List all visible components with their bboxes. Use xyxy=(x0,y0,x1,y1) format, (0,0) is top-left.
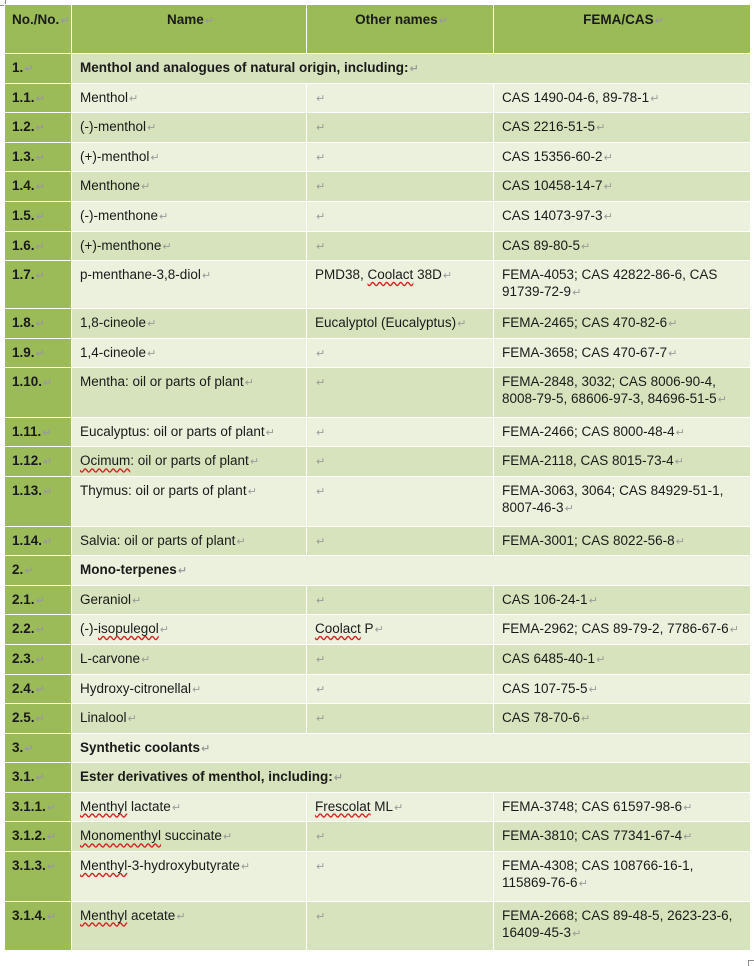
compound-name: (-)-isopulegol↵ xyxy=(72,615,307,645)
section-row xyxy=(5,54,751,84)
compound-name: Mentha: oil or parts of plant↵ xyxy=(72,368,307,418)
compound-name: Menthyl acetate↵ xyxy=(72,901,307,951)
table-row xyxy=(5,674,751,704)
row-number: 2.1.↵ xyxy=(5,585,72,615)
other-names-cell: ↵ xyxy=(307,201,494,231)
compound-name: (+)-menthol↵ xyxy=(72,142,307,172)
other-names-cell: ↵ xyxy=(307,901,494,951)
compound-name: (+)-menthone↵ xyxy=(72,231,307,261)
fema-cas-cell: CAS 107-75-5↵ xyxy=(494,674,751,704)
row-number: 1.11.↵ xyxy=(5,417,72,447)
other-names-cell: ↵ xyxy=(307,585,494,615)
row-number: 1.10.↵ xyxy=(5,368,72,418)
compound-name: (-)-menthol↵ xyxy=(72,113,307,143)
table-row xyxy=(5,901,751,951)
fema-cas-cell: FEMA-4053; CAS 42822-86-6, CAS 91739-72-9↵ xyxy=(494,261,751,309)
fema-cas-cell: CAS 1490-04-6, 89-78-1↵ xyxy=(494,83,751,113)
other-names-cell: ↵ xyxy=(307,368,494,418)
row-number: 1.12.↵ xyxy=(5,447,72,477)
fema-cas-cell: FEMA-2466; CAS 8000-48-4↵ xyxy=(494,417,751,447)
fema-cas-cell: CAS 78-70-6↵ xyxy=(494,704,751,734)
other-names-cell: ↵ xyxy=(307,417,494,447)
compound-name: Eucalyptus: oil or parts of plant↵ xyxy=(72,417,307,447)
fema-cas-cell: FEMA-2668; CAS 89-48-5, 2623-23-6, 16409-45-3↵ xyxy=(494,901,751,951)
table-row xyxy=(5,852,751,902)
other-names-cell: ↵ xyxy=(307,447,494,477)
row-number: 2.2.↵ xyxy=(5,615,72,645)
table-header xyxy=(5,5,751,54)
row-number: 3.1.↵ xyxy=(5,763,72,793)
table-row xyxy=(5,309,751,339)
other-names-cell: PMD38, Coolact 38D↵ xyxy=(307,261,494,309)
fema-cas-cell: FEMA-2465; CAS 470-82-6↵ xyxy=(494,309,751,339)
compound-name: L-carvone↵ xyxy=(72,644,307,674)
fema-cas-cell: FEMA-4308; CAS 108766-16-1, 115869-76-6↵ xyxy=(494,852,751,902)
row-number: 1.14.↵ xyxy=(5,526,72,556)
section-title: Menthol and analogues of natural origin, including:↵ xyxy=(72,54,751,84)
table-row xyxy=(5,338,751,368)
table-row xyxy=(5,261,751,309)
table-row xyxy=(5,83,751,113)
table-row xyxy=(5,704,751,734)
table-row xyxy=(5,113,751,143)
compound-name: Geraniol↵ xyxy=(72,585,307,615)
table-body xyxy=(5,54,751,951)
compound-name: Menthyl lactate↵ xyxy=(72,792,307,822)
other-names-cell: ↵ xyxy=(307,142,494,172)
header-fema-cas: FEMA/CAS↵ xyxy=(494,5,751,54)
row-number: 1.13.↵ xyxy=(5,477,72,527)
section-title: Mono-terpenes↵ xyxy=(72,556,751,586)
other-names-cell: ↵ xyxy=(307,83,494,113)
table-row xyxy=(5,526,751,556)
table-row xyxy=(5,142,751,172)
table-row xyxy=(5,231,751,261)
row-number: 1.↵ xyxy=(5,54,72,84)
fema-cas-cell: FEMA-3063, 3064; CAS 84929-51-1, 8007-46-3↵ xyxy=(494,477,751,527)
row-number: 1.7.↵ xyxy=(5,261,72,309)
fema-cas-cell: CAS 2216-51-5↵ xyxy=(494,113,751,143)
row-number: 3.↵ xyxy=(5,733,72,763)
fema-cas-cell: CAS 6485-40-1↵ xyxy=(494,644,751,674)
header-no: No./No.↵ xyxy=(5,5,72,54)
table-row xyxy=(5,615,751,645)
header-other-names: Other names↵ xyxy=(307,5,494,54)
other-names-cell: ↵ xyxy=(307,644,494,674)
compound-name: Menthone↵ xyxy=(72,172,307,202)
compound-name: p-menthane-3,8-diol↵ xyxy=(72,261,307,309)
other-names-cell: Coolact P↵ xyxy=(307,615,494,645)
section-row xyxy=(5,763,751,793)
section-title: Ester derivatives of menthol, including:↵ xyxy=(72,763,751,793)
table-row xyxy=(5,585,751,615)
other-names-cell: Eucalyptol (Eucalyptus)↵ xyxy=(307,309,494,339)
fema-cas-cell: FEMA-3001; CAS 8022-56-8↵ xyxy=(494,526,751,556)
compound-name: 1,4-cineole↵ xyxy=(72,338,307,368)
table-row xyxy=(5,417,751,447)
other-names-cell: ↵ xyxy=(307,338,494,368)
other-names-cell: ↵ xyxy=(307,113,494,143)
table-row xyxy=(5,792,751,822)
section-title: Synthetic coolants↵ xyxy=(72,733,751,763)
row-number: 2.5.↵ xyxy=(5,704,72,734)
row-number: 1.9.↵ xyxy=(5,338,72,368)
section-row xyxy=(5,556,751,586)
other-names-cell: ↵ xyxy=(307,852,494,902)
fema-cas-cell: FEMA-3658; CAS 470-67-7↵ xyxy=(494,338,751,368)
row-number: 2.↵ xyxy=(5,556,72,586)
fema-cas-cell: FEMA-2118, CAS 8015-73-4↵ xyxy=(494,447,751,477)
row-number: 3.1.3.↵ xyxy=(5,852,72,902)
fema-cas-cell: FEMA-3748; CAS 61597-98-6↵ xyxy=(494,792,751,822)
compound-name: Menthyl-3-hydroxybutyrate↵ xyxy=(72,852,307,902)
fema-cas-cell: FEMA-3810; CAS 77341-67-4↵ xyxy=(494,822,751,852)
compound-name: (-)-menthone↵ xyxy=(72,201,307,231)
compound-name: Thymus: oil or parts of plant↵ xyxy=(72,477,307,527)
compound-name: Ocimum: oil or parts of plant↵ xyxy=(72,447,307,477)
page-corner-mark xyxy=(748,960,754,966)
fema-cas-cell: CAS 15356-60-2↵ xyxy=(494,142,751,172)
other-names-cell: ↵ xyxy=(307,526,494,556)
fema-cas-cell: FEMA-2962; CAS 89-79-2, 7786-67-6↵ xyxy=(494,615,751,645)
row-number: 1.4.↵ xyxy=(5,172,72,202)
compound-name: Menthol↵ xyxy=(72,83,307,113)
row-number: 1.5.↵ xyxy=(5,201,72,231)
other-names-cell: ↵ xyxy=(307,704,494,734)
fema-cas-cell: FEMA-2848, 3032; CAS 8006-90-4, 8008-79-5, 68606-97-3, 84696-51-5↵ xyxy=(494,368,751,418)
row-number: 2.4.↵ xyxy=(5,674,72,704)
fema-cas-cell: CAS 89-80-5↵ xyxy=(494,231,751,261)
other-names-cell: ↵ xyxy=(307,674,494,704)
fema-cas-cell: CAS 14073-97-3↵ xyxy=(494,201,751,231)
compound-name: Monomenthyl succinate↵ xyxy=(72,822,307,852)
compound-name: Salvia: oil or parts of plant↵ xyxy=(72,526,307,556)
row-number: 3.1.2.↵ xyxy=(5,822,72,852)
compound-name: Hydroxy-citronellal↵ xyxy=(72,674,307,704)
row-number: 3.1.4.↵ xyxy=(5,901,72,951)
row-number: 3.1.1.↵ xyxy=(5,792,72,822)
compound-name: 1,8-cineole↵ xyxy=(72,309,307,339)
table-row xyxy=(5,477,751,527)
row-number: 1.1.↵ xyxy=(5,83,72,113)
row-number: 1.6.↵ xyxy=(5,231,72,261)
fema-cas-cell: CAS 106-24-1↵ xyxy=(494,585,751,615)
header-name: Name↵ xyxy=(72,5,307,54)
compound-name: Linalool↵ xyxy=(72,704,307,734)
table-row xyxy=(5,644,751,674)
table-row xyxy=(5,368,751,418)
table-row xyxy=(5,447,751,477)
coolants-table xyxy=(4,4,751,951)
row-number: 1.3.↵ xyxy=(5,142,72,172)
fema-cas-cell: CAS 10458-14-7↵ xyxy=(494,172,751,202)
section-row xyxy=(5,733,751,763)
row-number: 1.8.↵ xyxy=(5,309,72,339)
table-row xyxy=(5,172,751,202)
other-names-cell: ↵ xyxy=(307,477,494,527)
row-number: 1.2.↵ xyxy=(5,113,72,143)
other-names-cell: ↵ xyxy=(307,822,494,852)
row-number: 2.3.↵ xyxy=(5,644,72,674)
other-names-cell: Frescolat ML↵ xyxy=(307,792,494,822)
table-row xyxy=(5,822,751,852)
other-names-cell: ↵ xyxy=(307,172,494,202)
other-names-cell: ↵ xyxy=(307,231,494,261)
table-row xyxy=(5,201,751,231)
